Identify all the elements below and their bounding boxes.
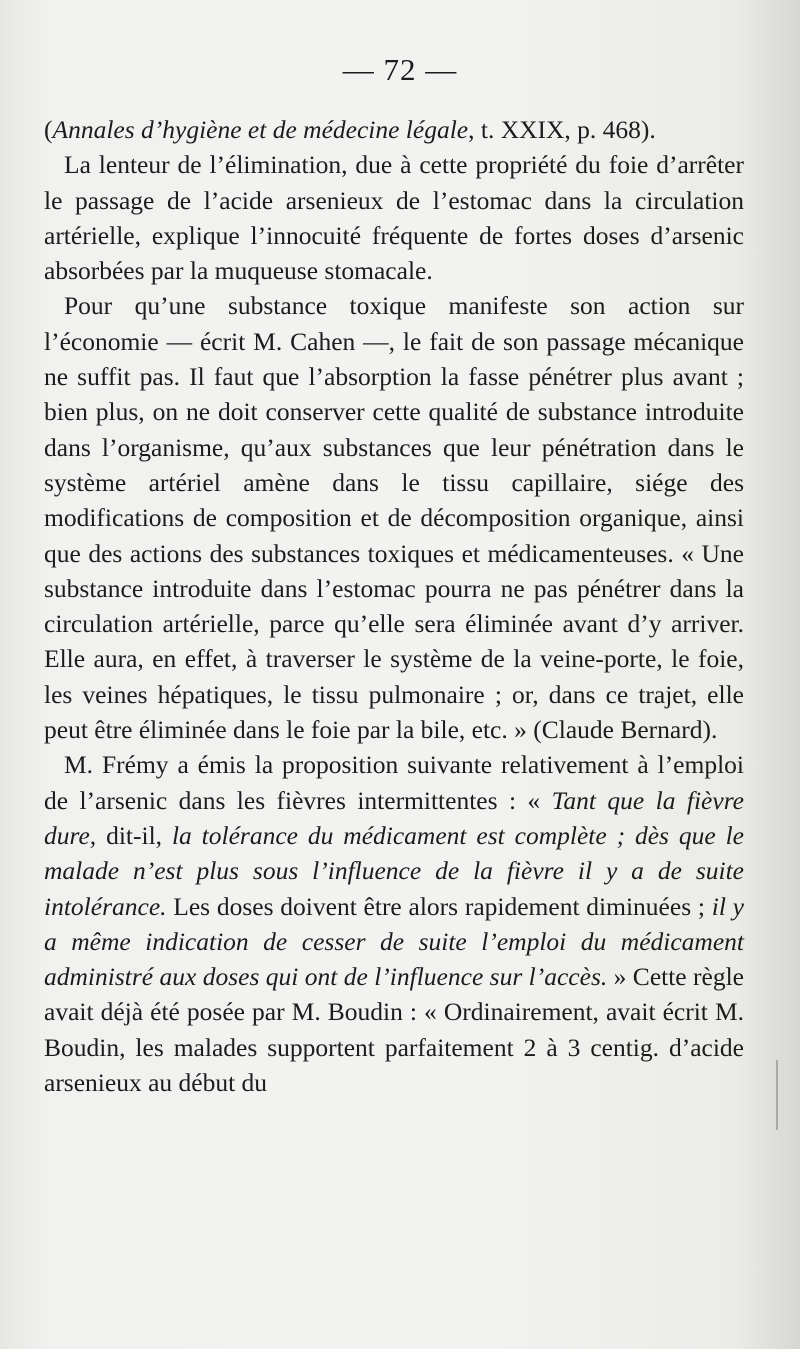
italic-text-run: il y a même indication de cesser de suite l’emploi du médicament administré aux doses qui ont de l’influence sur l’accès.	[44, 891, 744, 992]
italic-text-run: la tolérance du médicament est complète ; dès que le malade n’est plus sous l’influence de la fièvre il y a de suite intolérance.	[44, 820, 744, 921]
text-run: La lenteur de l’élimination, due à cette propriété du foie d’arrêter le passage de l’acide arsenieux de l’estomac dans la circulation artérielle, explique l’innocuité fréquente de fortes doses d’arsenic absorbées par la muqueuse stomacale.	[44, 150, 744, 286]
text-run: Les doses doivent être alors rapidement diminuées ;	[166, 891, 712, 921]
text-run: (	[44, 115, 53, 144]
text-run: » Cette règle avait déjà été posée par M. Boudin : « Ordinairement, avait écrit M. Boudin, les malades supportent parfaitement 2 à 3 centig. d’acide arsenieux au début du	[44, 962, 744, 1098]
text-run: M. Frémy a émis la proposition suivante relativement à l’emploi de l’arsenic dans les fièvres intermittentes : «	[44, 750, 744, 815]
body-text	[44, 112, 744, 1100]
page-edge-mark	[776, 1060, 778, 1130]
paragraph-fremy-proposition	[44, 747, 744, 1100]
paragraph-citation	[44, 112, 744, 147]
italic-text-run: Tant que la fièvre dure,	[44, 785, 744, 850]
italic-text-run: Annales d’hygiène et de médecine légale	[52, 115, 469, 144]
text-run: Pour qu’une substance toxique manifeste son action sur l’économie — écrit M. Cahen —, le fait de son passage mécanique ne suffit pas. Il faut que l’absorption la fasse pénétrer plus avant ; bien plus, on ne doit conserver cette qualité de substance introduite dans l’organisme, qu’aux substances que leur pénétration dans le système artériel amène dans le tissu capillaire, siége des modifications de composition et de décomposition organique, ainsi que des actions des substances toxiques et médicamenteuses. « Une substance introduite dans l’estomac pourra ne pas pénétrer dans la circulation artérielle, parce qu’elle sera éliminée avant d’y arriver. Elle aura, en effet, à traverser le système de la veine-porte, le foie, les veines hépatiques, le tissu pulmonaire ; or, dans ce trajet, elle peut être éliminée dans le foie par la bile, etc. » (Claude Bernard).	[44, 291, 744, 745]
text-run: , t. XXIX, p. 468).	[468, 115, 656, 144]
paragraph-cahen-quote	[44, 288, 744, 747]
page-number: — 72 —	[342, 52, 458, 87]
paragraph-elimination	[44, 147, 744, 288]
text-run: dit-il,	[96, 820, 172, 850]
